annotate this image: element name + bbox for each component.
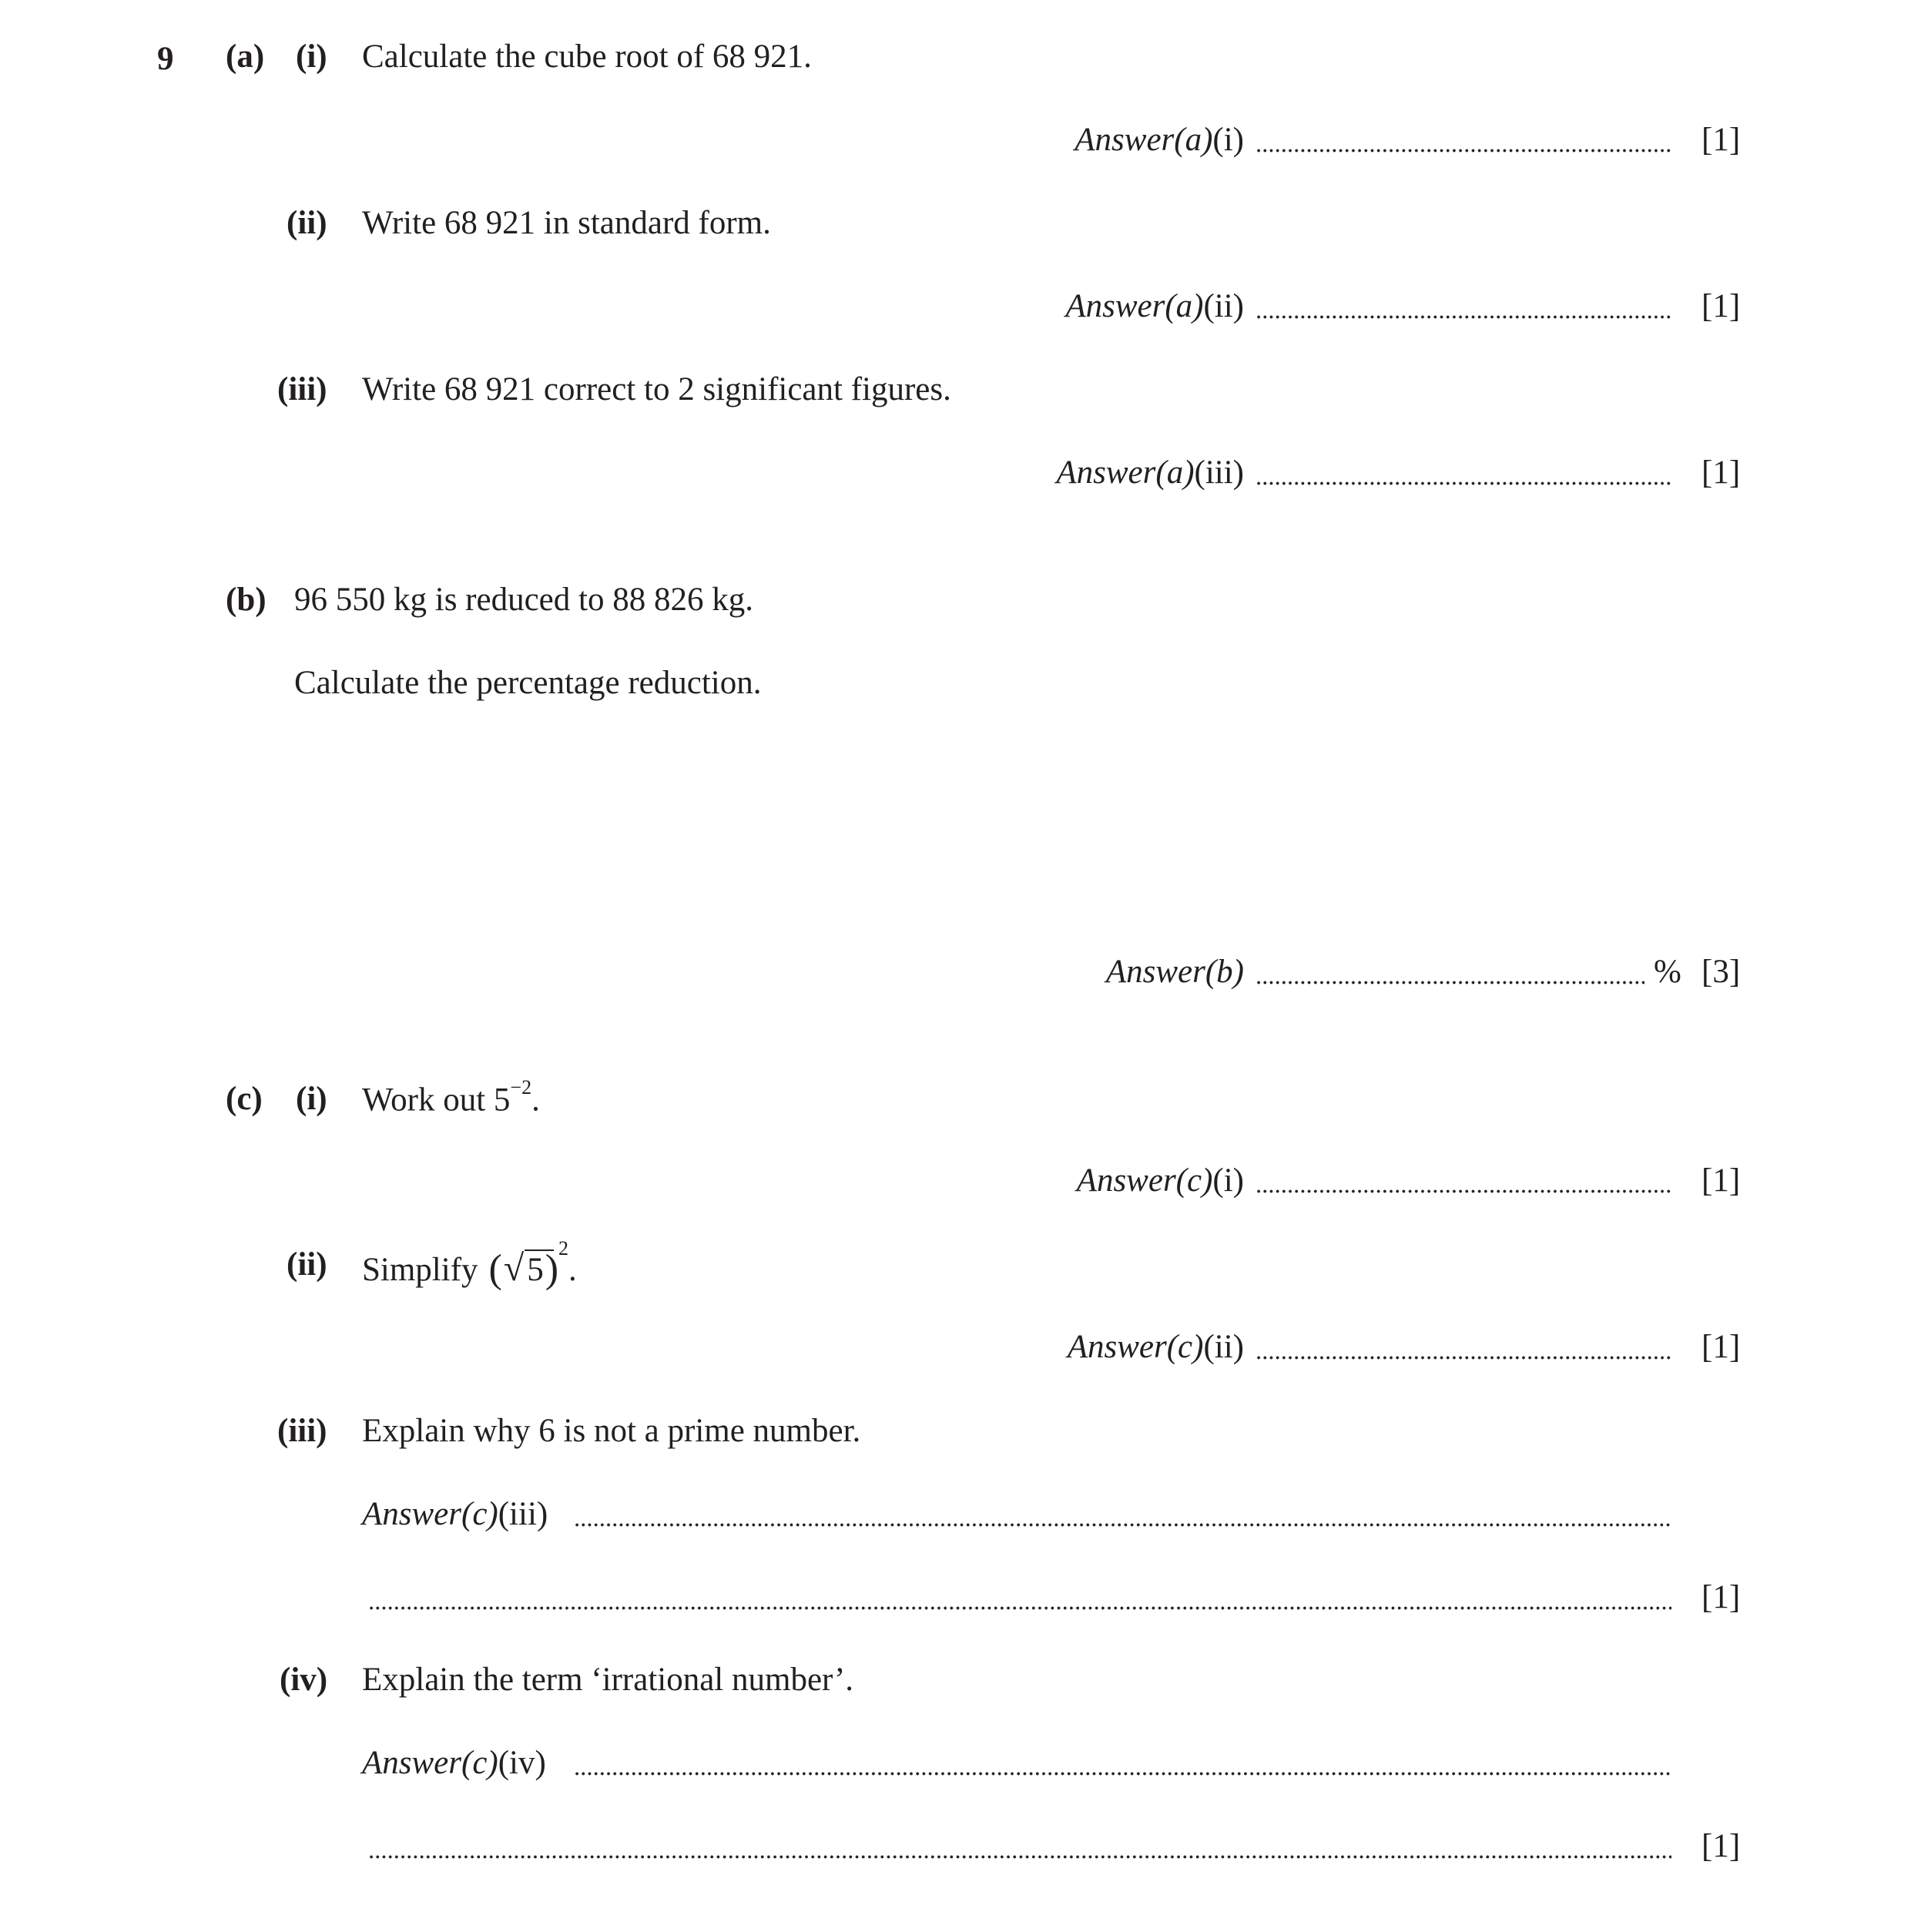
mark-a-i: [1] [1701, 122, 1741, 158]
answer-label-part: (ii) [1203, 1329, 1244, 1365]
answer-c-iii-line-2[interactable] [368, 1606, 1671, 1610]
answer-b-unit: % [1654, 954, 1681, 990]
part-c-i-question [362, 1076, 540, 1119]
mark-c-i: [1] [1701, 1162, 1741, 1199]
answer-label-italic: Answer(a) [1056, 454, 1195, 491]
part-b-label: (b) [226, 582, 267, 618]
part-c-iv-question: Explain the term ‘irrational number’. [362, 1662, 854, 1698]
part-c-label: (c) [226, 1081, 263, 1117]
answer-a-i-label [1075, 123, 1244, 156]
part-a-ii-label: (ii) [287, 205, 327, 241]
answer-label-italic: Answer(b) [1105, 954, 1244, 990]
answer-c-i-line[interactable] [1256, 1189, 1671, 1193]
answer-c-i-label [1077, 1164, 1244, 1197]
answer-c-iv-line-1[interactable] [574, 1772, 1671, 1776]
answer-label-part: (i) [1212, 122, 1244, 158]
answer-label-italic: Answer(c) [362, 1745, 498, 1781]
answer-a-ii-line[interactable] [1256, 315, 1671, 319]
part-c-iii-question: Explain why 6 is not a prime number. [362, 1413, 861, 1449]
answer-a-i-line[interactable] [1256, 149, 1671, 153]
part-b-question: Calculate the percentage reduction. [294, 665, 762, 701]
part-b-statement: 96 550 kg is reduced to 88 826 kg. [294, 582, 753, 618]
answer-a-iii-label [1056, 456, 1244, 489]
answer-label-italic: Answer(c) [362, 1496, 498, 1532]
question-text: Simplify [362, 1252, 478, 1288]
expression [488, 1236, 569, 1291]
part-c-i-label: (i) [296, 1081, 327, 1117]
square-root-icon: √ [504, 1250, 524, 1287]
part-c-iii-label: (iii) [277, 1413, 327, 1449]
part-a-iii-label: (iii) [277, 371, 327, 408]
part-a-ii-question: Write 68 921 in standard form. [362, 205, 771, 241]
part-a-i-label: (i) [296, 39, 327, 75]
answer-a-iii-line[interactable] [1256, 481, 1671, 485]
answer-label-part: (iii) [498, 1496, 548, 1532]
part-c-iv-label: (iv) [280, 1662, 328, 1698]
open-paren-icon: ( [488, 1247, 502, 1291]
part-c-ii-label: (ii) [287, 1246, 327, 1283]
mark-c-ii: [1] [1701, 1329, 1741, 1365]
part-a-i-question: Calculate the cube root of 68 921. [362, 39, 812, 75]
punctuation: . [531, 1082, 540, 1119]
mark-b: [3] [1701, 954, 1741, 990]
mark-c-iii: [1] [1701, 1579, 1741, 1615]
answer-label-italic: Answer(a) [1075, 122, 1213, 158]
exponent: 2 [558, 1236, 569, 1259]
question-number: 9 [157, 41, 174, 77]
answer-label-italic: Answer(c) [1076, 1162, 1213, 1199]
answer-c-iii-line-1[interactable] [574, 1523, 1671, 1527]
answer-c-ii-line[interactable] [1256, 1356, 1671, 1360]
part-a-label: (a) [226, 39, 265, 75]
answer-label-part: (iii) [1194, 454, 1244, 491]
radicand: 5 [527, 1252, 544, 1288]
mark-a-ii: [1] [1701, 288, 1741, 324]
answer-c-iv-label [362, 1746, 546, 1779]
answer-a-ii-label [1065, 290, 1244, 323]
answer-b-line[interactable] [1256, 981, 1644, 984]
question-text: Work out 5 [362, 1082, 511, 1119]
answer-c-iv-line-2[interactable] [368, 1855, 1671, 1859]
part-a-iii-question: Write 68 921 correct to 2 significant figures. [362, 371, 951, 408]
punctuation: . [568, 1252, 577, 1288]
part-c-ii-question [362, 1236, 577, 1291]
mark-c-iv: [1] [1701, 1828, 1741, 1864]
close-paren-icon: ) [545, 1247, 559, 1291]
answer-label-italic: Answer(c) [1067, 1329, 1204, 1365]
answer-c-ii-label [1068, 1330, 1244, 1363]
answer-label-part: (iv) [498, 1745, 546, 1781]
answer-label-part: (ii) [1203, 288, 1244, 324]
answer-b-label [1106, 955, 1244, 988]
exponent: −2 [510, 1076, 532, 1098]
answer-c-iii-label [362, 1498, 548, 1531]
mark-a-iii: [1] [1701, 454, 1741, 491]
answer-label-part: (i) [1212, 1162, 1244, 1199]
answer-label-italic: Answer(a) [1065, 288, 1204, 324]
